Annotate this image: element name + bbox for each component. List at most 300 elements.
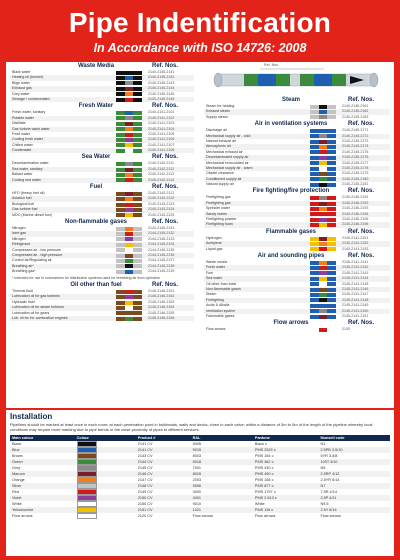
colour-band bbox=[133, 264, 142, 268]
colour-table-header-cell: Pantone bbox=[253, 435, 319, 441]
page-subtitle: In Accordance with ISO 14726: 2008 bbox=[93, 41, 307, 55]
colour-band bbox=[133, 122, 142, 126]
colour-name: Green bbox=[10, 459, 75, 465]
legend-row-ref: 2140-2145-2162 bbox=[342, 109, 369, 114]
legend-row-label: Firefighting gas bbox=[206, 200, 231, 205]
section-title: Fuel bbox=[89, 184, 103, 191]
legend-row-ref: 2140-2145-2171 bbox=[342, 128, 369, 133]
colour-band-swatch bbox=[116, 197, 142, 201]
colour-band bbox=[319, 328, 328, 332]
colour-band bbox=[310, 298, 319, 302]
colour-band-swatch bbox=[116, 301, 142, 305]
colour-band bbox=[125, 87, 134, 91]
colour-band bbox=[125, 311, 134, 315]
colour-band bbox=[310, 202, 319, 206]
colour-band-swatch bbox=[310, 261, 336, 265]
colour-table-header-cell: Munsell code bbox=[318, 435, 390, 441]
colour-band-swatch bbox=[116, 149, 142, 153]
colour-band-swatch bbox=[310, 110, 336, 114]
installation-heading: Installation bbox=[10, 412, 53, 421]
colour-band bbox=[310, 161, 319, 165]
legend-row-ref: 2145-2141-2147 bbox=[342, 292, 369, 297]
colour-band bbox=[327, 298, 336, 302]
legend-row-ref: 2140-2143-2121 bbox=[148, 191, 175, 196]
colour-band-swatch bbox=[310, 183, 336, 187]
colour-band bbox=[125, 295, 134, 299]
legend-row-label: Cooling sea water bbox=[12, 177, 41, 182]
colour-band bbox=[133, 259, 142, 263]
colour-band bbox=[319, 298, 328, 302]
colour-product: 2145 CV bbox=[137, 466, 153, 471]
legend-row-ref: 2144-2145-2131 bbox=[148, 225, 175, 230]
colour-band-swatch bbox=[116, 232, 142, 236]
colour-band bbox=[133, 138, 142, 142]
colour-ral: Flow arrows bbox=[192, 514, 214, 519]
colour-ral: 2003 bbox=[192, 478, 202, 483]
colour-band bbox=[116, 259, 125, 263]
left-column bbox=[10, 62, 194, 321]
legend-row bbox=[10, 269, 194, 274]
colour-band bbox=[327, 140, 336, 144]
legend-row-ref: 2140-2143-2122 bbox=[148, 196, 175, 201]
section-header bbox=[204, 97, 390, 104]
legend-row-label: Thermal fluid bbox=[12, 289, 33, 294]
colour-band bbox=[319, 105, 328, 109]
colour-band-swatch bbox=[116, 133, 142, 137]
legend-row-label: Liquid gas bbox=[206, 246, 223, 251]
legend-row-ref: 2144-2145-2135 bbox=[148, 247, 175, 252]
colour-product: 2148 CV bbox=[136, 483, 191, 489]
colour-band bbox=[327, 304, 336, 308]
page-title: Pipe Indentification bbox=[68, 7, 332, 38]
colour-band-swatch bbox=[116, 192, 142, 196]
colour-band-swatch bbox=[310, 115, 336, 119]
colour-band bbox=[327, 150, 336, 154]
legend-row-ref: 2140-2145-2144 bbox=[148, 86, 175, 91]
colour-band bbox=[125, 301, 134, 305]
colour-pantone: PMS 1797 c bbox=[254, 490, 276, 495]
colour-band bbox=[116, 197, 125, 201]
colour-ral: 4001 bbox=[191, 495, 253, 501]
legend-row-ref: 2140-2143-2123 bbox=[148, 201, 175, 206]
colour-band bbox=[327, 315, 336, 319]
colour-band bbox=[116, 178, 125, 182]
colour-pantone: PMS 877 c bbox=[253, 483, 319, 489]
legend-row-label: Heating oil (bunker) bbox=[12, 75, 44, 80]
colour-band bbox=[125, 306, 134, 310]
colour-name: Red bbox=[12, 490, 19, 495]
colour-band bbox=[116, 76, 125, 80]
colour-table-header-cell: RAL bbox=[191, 435, 253, 441]
legend-row-ref: 2140-2141-2102 bbox=[148, 115, 175, 120]
colour-munsell: 2.5PB 3.5/10 bbox=[318, 447, 390, 453]
section-title: Fresh Water bbox=[78, 103, 114, 110]
colour-band-swatch bbox=[116, 259, 142, 263]
colour-band bbox=[327, 277, 336, 281]
colour-band bbox=[310, 196, 319, 200]
colour-band bbox=[310, 150, 319, 154]
colour-band-swatch bbox=[116, 92, 142, 96]
legend-row-label: Feed water bbox=[12, 131, 30, 136]
legend-row-label: Control air/Regulating air bbox=[12, 258, 52, 263]
colour-band-swatch bbox=[310, 218, 336, 222]
legend-row-ref: 2144-2145-2136 bbox=[148, 252, 175, 257]
legend-row bbox=[204, 182, 390, 187]
colour-product: 2141 CV bbox=[137, 442, 153, 447]
colour-band bbox=[116, 143, 125, 147]
colour-band bbox=[133, 76, 142, 80]
legend-row-label: Gas turbine fuel bbox=[12, 207, 38, 212]
colour-band-swatch bbox=[310, 207, 336, 211]
legend-row-ref: 2144-2145-2133 bbox=[148, 236, 175, 241]
legend-row-ref: 2140-2141-2103 bbox=[148, 121, 175, 126]
section-ref-header: Ref. Nos. bbox=[348, 320, 375, 327]
legend-row bbox=[10, 316, 194, 321]
colour-band bbox=[133, 311, 142, 315]
colour-band-swatch bbox=[310, 266, 336, 270]
colour-band-swatch bbox=[116, 178, 142, 182]
legend-row bbox=[10, 148, 194, 153]
colour-band bbox=[310, 212, 319, 216]
colour-band bbox=[125, 116, 134, 120]
colour-band bbox=[116, 301, 125, 305]
colour-band-swatch bbox=[310, 145, 336, 149]
legend-row-label: Distillate bbox=[12, 121, 26, 126]
colour-band-swatch bbox=[116, 290, 142, 294]
legend-row-label: Firefighting gas bbox=[206, 195, 231, 200]
colour-band bbox=[116, 237, 125, 241]
colour-band bbox=[327, 271, 336, 275]
section-ref-header: Ref. Nos. bbox=[348, 188, 375, 195]
colour-band bbox=[116, 264, 125, 268]
colour-band bbox=[319, 247, 328, 251]
legend-row-ref: 2140-2141-2153 bbox=[342, 246, 369, 251]
colour-band bbox=[125, 162, 134, 166]
legend-row-ref: 2145-2141-2151 bbox=[342, 313, 369, 318]
colour-band bbox=[125, 143, 134, 147]
legend-row-ref: 2140-2145-2163 bbox=[342, 114, 369, 119]
colour-name: Flow arrows bbox=[12, 514, 33, 519]
colour-pantone: Black c bbox=[254, 442, 268, 447]
colour-band bbox=[327, 242, 336, 246]
legend-row-label: Black water bbox=[12, 70, 31, 74]
legend-row-ref: 2140-2146-2193 bbox=[342, 206, 369, 211]
colour-band-swatch bbox=[310, 223, 336, 227]
colour-band bbox=[327, 328, 336, 332]
section-note: * Intended for use in submarines for distribution systems used for breathing air from cylinders bbox=[12, 275, 160, 280]
colour-munsell: N7 bbox=[318, 483, 390, 489]
legend-row-label: Grey water bbox=[12, 91, 30, 96]
colour-band-swatch bbox=[116, 243, 142, 247]
section-ref-header: Ref. Nos. bbox=[348, 252, 375, 259]
colour-table-header-cell: Product # bbox=[136, 435, 191, 441]
section bbox=[10, 103, 194, 153]
legend-row-label: Hydrogen bbox=[206, 235, 222, 240]
colour-band bbox=[116, 116, 125, 120]
legend-row-ref: 2140-2143-2124 bbox=[148, 207, 175, 212]
colour-band bbox=[319, 202, 328, 206]
colour-band-swatch bbox=[116, 306, 142, 310]
colour-band bbox=[116, 243, 125, 247]
colour-name: Grey bbox=[12, 466, 21, 471]
colour-band bbox=[310, 145, 319, 149]
colour-band-swatch bbox=[116, 98, 142, 102]
colour-band bbox=[327, 177, 336, 181]
colour-band-swatch bbox=[116, 248, 142, 252]
legend-row-label: Refrigerant bbox=[12, 242, 30, 247]
colour-band-swatch bbox=[116, 76, 142, 80]
legend-row-label: Ballast water bbox=[12, 172, 33, 177]
colour-band bbox=[133, 173, 142, 177]
colour-product: 2149 CV bbox=[137, 490, 153, 495]
colour-ral: 3000 bbox=[192, 490, 202, 495]
section bbox=[204, 253, 390, 319]
colour-band-swatch bbox=[116, 295, 142, 299]
colour-band bbox=[125, 138, 134, 142]
legend-row-label: Mechanical supply air - warm bbox=[206, 165, 253, 170]
colour-band bbox=[125, 213, 134, 217]
legend-row-label: Natural supply air bbox=[206, 182, 234, 187]
legend-row-label: Acetylene bbox=[206, 241, 222, 246]
colour-band bbox=[327, 261, 336, 265]
section-ref-header: Ref. Nos. bbox=[152, 103, 179, 110]
colour-band bbox=[116, 248, 125, 252]
section-ref-header: Ref. Nos. bbox=[152, 218, 179, 225]
colour-band-swatch bbox=[310, 212, 336, 216]
legend-row-label: Bilge water bbox=[12, 80, 30, 85]
colour-munsell: N5 bbox=[320, 466, 326, 471]
colour-munsell: 2.5RP 4/12 bbox=[318, 471, 390, 477]
colour-band bbox=[310, 140, 319, 144]
colour-band bbox=[310, 134, 319, 138]
colour-name: Blue bbox=[10, 447, 75, 453]
colour-band bbox=[327, 293, 336, 297]
legend-row-label: Natural exhaust air bbox=[206, 138, 237, 143]
section-header bbox=[10, 63, 194, 70]
colour-munsell: 5YR 3.5/8 bbox=[320, 454, 338, 459]
legend-row-label: Aviation fuel bbox=[12, 196, 32, 201]
legend-row-ref: 2145-2141-2142 bbox=[342, 265, 369, 270]
colour-band bbox=[327, 237, 336, 241]
header bbox=[0, 0, 400, 60]
colour-band bbox=[133, 98, 142, 102]
colour-band bbox=[319, 115, 328, 119]
colour-band bbox=[116, 254, 125, 258]
legend-row-ref: 2140-2146-2195 bbox=[342, 217, 369, 222]
colour-band bbox=[116, 133, 125, 137]
legend-row-label: Waste media bbox=[206, 259, 227, 264]
colour-band bbox=[327, 266, 336, 270]
legend-row-label: Hydraulic fluid bbox=[12, 299, 35, 304]
legend-row-ref: 2140-2145-2178 bbox=[342, 165, 369, 170]
section-header bbox=[10, 219, 194, 226]
colour-band bbox=[310, 271, 319, 275]
colour-band bbox=[133, 254, 142, 258]
colour-band bbox=[310, 328, 319, 332]
legend-row-label: Lubrication oil for gas turbines bbox=[12, 294, 60, 299]
section bbox=[204, 229, 390, 252]
colour-band-swatch bbox=[116, 138, 142, 142]
colour-band-swatch bbox=[116, 173, 142, 177]
colour-munsell: 2.5Y 8/14 bbox=[318, 507, 390, 513]
colour-ral: 9005 bbox=[192, 442, 202, 447]
colour-band bbox=[125, 290, 134, 294]
legend-row-label: Acids & Alkalis bbox=[206, 303, 230, 308]
colour-pantone: PMS 362 c bbox=[253, 459, 319, 465]
legend-row-ref: 2140-2145-2143 bbox=[148, 80, 175, 85]
colour-band-swatch bbox=[310, 140, 336, 144]
colour-name: Violet bbox=[10, 495, 75, 501]
colour-pantone: PMS 158 c bbox=[254, 478, 274, 483]
section-ref-header: Ref. Nos. bbox=[348, 97, 375, 103]
colour-product: 2141 CV bbox=[136, 447, 191, 453]
colour-band bbox=[133, 306, 142, 310]
legend-row-ref: 2140-2141-2152 bbox=[342, 241, 369, 246]
colour-band-swatch bbox=[310, 134, 336, 138]
colour-band-swatch bbox=[310, 304, 336, 308]
colour-band bbox=[319, 156, 328, 160]
pipe-diagram bbox=[204, 62, 390, 96]
colour-band bbox=[133, 317, 142, 321]
colour-band bbox=[319, 282, 328, 286]
colour-table-header-cell: Colour bbox=[75, 435, 136, 441]
colour-band bbox=[319, 315, 328, 319]
legend-row-ref: 2140-2141-2107 bbox=[148, 142, 175, 147]
legend-row-label: Chilled water bbox=[12, 142, 33, 147]
colour-band-swatch bbox=[310, 277, 336, 281]
legend-row-label: Sea water bbox=[206, 276, 223, 281]
colour-band bbox=[116, 98, 125, 102]
section-header bbox=[10, 184, 194, 191]
colour-band bbox=[327, 247, 336, 251]
colour-band bbox=[133, 149, 142, 153]
legend-row-label: Fresh water bbox=[206, 265, 225, 270]
legend-row-label: Oil other than fuels bbox=[206, 281, 237, 286]
colour-munsell: Flow arrows bbox=[320, 514, 341, 519]
pipe-illustration bbox=[204, 62, 390, 96]
legend-row-label: Gas turbine wash water bbox=[12, 126, 50, 131]
colour-band bbox=[327, 196, 336, 200]
legend-row-label: Breathing air* bbox=[12, 263, 34, 268]
colour-band bbox=[310, 218, 319, 222]
section-title: Air in ventilation systems bbox=[254, 121, 328, 128]
section-title: Steam bbox=[281, 97, 300, 103]
colour-band bbox=[116, 127, 125, 131]
section-title: Waste Media bbox=[77, 63, 115, 69]
colour-munsell: 2.5YR 6/14 bbox=[320, 478, 340, 483]
legend-row-ref: 2145-2146-2156 bbox=[148, 316, 175, 321]
section-title: Sea Water bbox=[81, 154, 111, 161]
colour-pantone: PMS 116 c bbox=[253, 507, 319, 513]
installation-text: Pipelines should be marked at least once in each room; at each penetration point in bulkheads, walls and decks; close to each valve; within a distance of 3m to 5m of the length of the pipeline whereby local conditions may require more marking due to pipe bends or the close proximity of pipes to different services. bbox=[10, 422, 373, 433]
colour-band bbox=[327, 161, 336, 165]
colour-band bbox=[133, 111, 142, 115]
colour-munsell: N1 bbox=[320, 442, 326, 447]
colour-band bbox=[310, 282, 319, 286]
colour-band bbox=[133, 192, 142, 196]
legend-row-label: Nitrogen bbox=[12, 225, 26, 230]
colour-band bbox=[310, 315, 319, 319]
colour-band-swatch bbox=[310, 282, 336, 286]
colour-band bbox=[310, 261, 319, 265]
legend-row bbox=[204, 247, 390, 252]
colour-ral: 7001 bbox=[192, 466, 202, 471]
colour-band bbox=[133, 227, 142, 231]
legend-row-ref: 2140-2146-2194 bbox=[342, 211, 369, 216]
colour-band bbox=[319, 167, 328, 171]
section-header bbox=[204, 253, 390, 260]
colour-band-swatch bbox=[310, 196, 336, 200]
legend-row-ref: 2145-2141-2148 bbox=[342, 297, 369, 302]
colour-band bbox=[327, 172, 336, 176]
colour-band-swatch bbox=[116, 213, 142, 217]
colour-band-swatch bbox=[116, 264, 142, 268]
colour-pantone: PMS 490 c bbox=[253, 471, 319, 477]
colour-band-swatch bbox=[116, 127, 142, 131]
legend-row-label: Conditioned supply air bbox=[206, 176, 242, 181]
section-title: Oil other than fuel bbox=[70, 282, 122, 289]
legend-row-ref: 2130 bbox=[342, 327, 350, 332]
colour-band bbox=[116, 149, 125, 153]
colour-band bbox=[319, 271, 328, 275]
colour-band-swatch bbox=[116, 162, 142, 166]
legend-row bbox=[10, 97, 194, 102]
colour-band bbox=[133, 203, 142, 207]
colour-band-swatch bbox=[116, 311, 142, 315]
colour-band bbox=[310, 177, 319, 181]
colour-band bbox=[133, 87, 142, 91]
legend-row-ref: 2140-2145-2174 bbox=[342, 144, 369, 149]
section-header bbox=[10, 154, 194, 161]
colour-name: Brown bbox=[12, 454, 23, 459]
legend-row-label: Firefighting bbox=[206, 297, 224, 302]
legend-row-label: Flammable gases bbox=[206, 313, 235, 318]
colour-band bbox=[327, 212, 336, 216]
colour-band bbox=[133, 162, 142, 166]
colour-band bbox=[133, 243, 142, 247]
colour-name: Black bbox=[12, 442, 22, 447]
legend-row-label: Nitrogen bbox=[12, 236, 26, 241]
colour-band bbox=[319, 218, 328, 222]
colour-band bbox=[125, 237, 134, 241]
legend-row-label: Lubrication oil for gears bbox=[12, 310, 50, 315]
colour-band bbox=[310, 129, 319, 133]
colour-band bbox=[125, 81, 134, 85]
colour-band bbox=[125, 98, 134, 102]
colour-band bbox=[327, 156, 336, 160]
colour-band bbox=[116, 168, 125, 172]
section bbox=[10, 63, 194, 102]
colour-product: 2144 CV bbox=[136, 459, 191, 465]
colour-band bbox=[319, 161, 328, 165]
colour-band bbox=[319, 207, 328, 211]
colour-band-swatch bbox=[310, 288, 336, 292]
legend-row-ref: 2140-2141-2104 bbox=[148, 126, 175, 131]
colour-band bbox=[133, 237, 142, 241]
colour-band-swatch bbox=[310, 293, 336, 297]
legend-row bbox=[10, 178, 194, 183]
legend-row-label: Compressed air - low pressure bbox=[12, 247, 61, 252]
colour-band bbox=[133, 133, 142, 137]
colour-band-swatch bbox=[310, 298, 336, 302]
legend-row-ref: 2145-2146-2155 bbox=[148, 310, 175, 315]
colour-band bbox=[310, 115, 319, 119]
colour-band bbox=[310, 105, 319, 109]
legend-row-label: Sprinkler water bbox=[206, 206, 230, 211]
main-panel bbox=[6, 62, 394, 408]
colour-product: 2147 CV bbox=[137, 478, 153, 483]
legend-row-label: Flow arrows bbox=[206, 327, 226, 332]
